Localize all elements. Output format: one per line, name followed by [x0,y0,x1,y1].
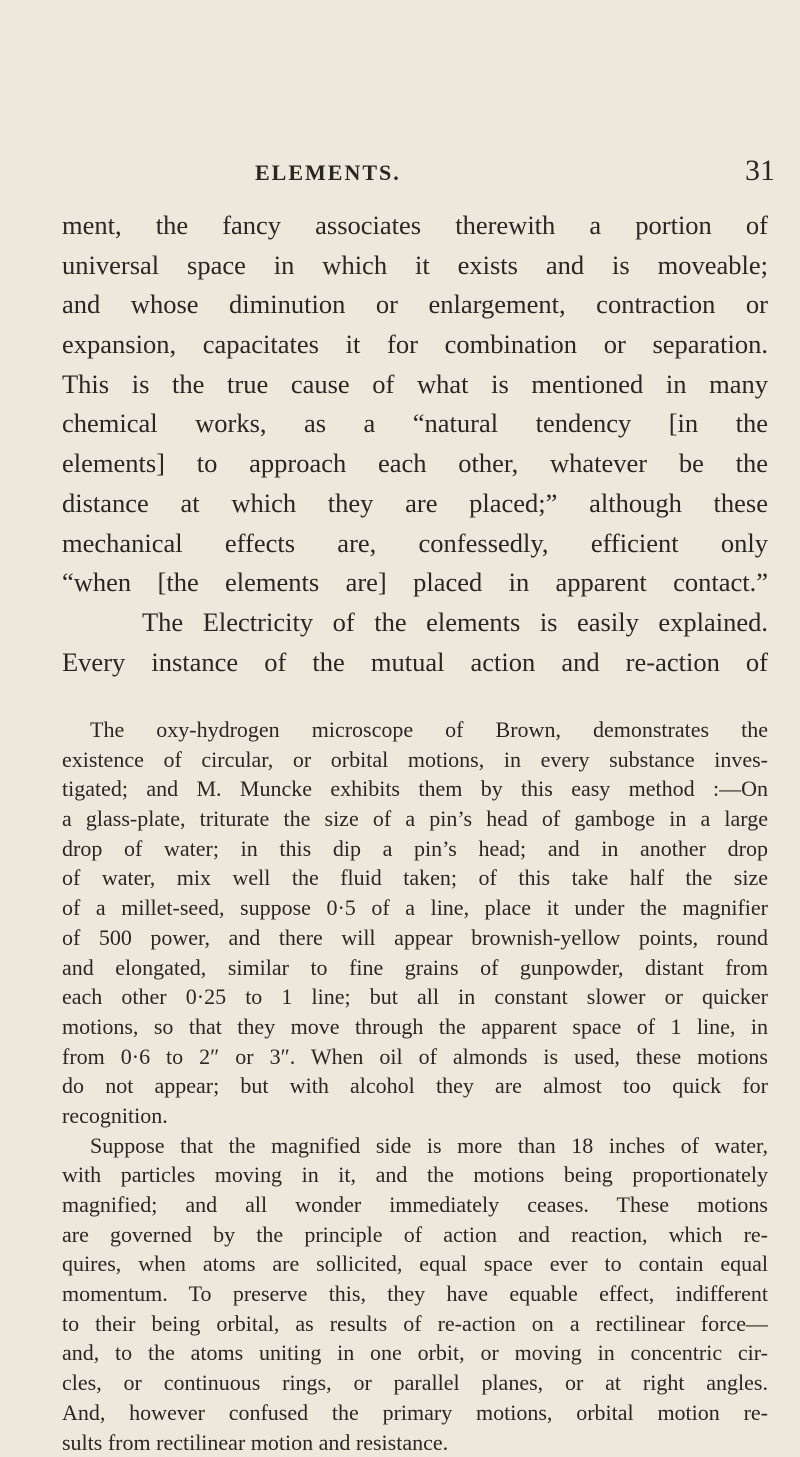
footnote-line: do not appear; but with alcohol they are almost too quick for [62,1071,768,1101]
footnote-line: to their being orbital, as results of re-action on a rectilinear force— [62,1309,768,1339]
footnote-line: of a millet-seed, suppose 0·5 of a line, place it under the magnifier [62,893,768,923]
footnote-line: magnified; and all wonder immediately ceases. These motions [62,1190,768,1220]
text-line: This is the true cause of what is mentioned in many [62,365,768,405]
text-line: distance at which they are placed;” although these [62,484,768,524]
page-number: 31 [745,154,775,188]
footnote-line: are governed by the principle of action and reaction, which re- [62,1220,768,1250]
footnote-line: quires, when atoms are sollicited, equal space ever to contain equal [62,1249,768,1279]
footnote-line: and elongated, similar to fine grains of gunpowder, distant from [62,953,768,983]
footnote-line: with particles moving in it, and the motions being proportionately [62,1160,768,1190]
footnote-line: drop of water; in this dip a pin’s head; and in another drop [62,834,768,864]
footnote-line: existence of circular, or orbital motions, in every substance inves- [62,745,768,775]
text-line: The Electricity of the elements is easily explained. [62,603,768,643]
text-line: and whose diminution or enlargement, contraction or [62,285,768,325]
footnote-line: and, to the atoms uniting in one orbit, or moving in concentric cir- [62,1338,768,1368]
text-line: chemical works, as a “natural tendency [in the [62,404,768,444]
footnote-line: recognition. [62,1101,768,1131]
footnote-line: cles, or continuous rings, or parallel planes, or at right angles. [62,1368,768,1398]
footnote-line: of water, mix well the fluid taken; of this take half the size [62,863,768,893]
text-line: elements] to approach each other, whatever be the [62,444,768,484]
text-line: mechanical effects are, confessedly, efficient only [62,524,768,564]
text-line: ment, the fancy associates therewith a portion of [62,206,768,246]
text-line: “when [the elements are] placed in apparent contact.” [62,563,768,603]
footnote-line: each other 0·25 to 1 line; but all in constant slower or quicker [62,982,768,1012]
footnote-line: momentum. To preserve this, they have equable effect, indifferent [62,1279,768,1309]
footnote-line: sults from rectilinear motion and resistance. [62,1428,768,1457]
running-head: ELEMENTS. [255,160,401,186]
footnote-line: motions, so that they move through the apparent space of 1 line, in [62,1012,768,1042]
footnote-line: a glass-plate, triturate the size of a pin’s head of gamboge in a large [62,804,768,834]
main-paragraph [62,206,768,682]
footnote-line: The oxy-hydrogen microscope of Brown, demonstrates the [62,715,768,745]
text-line: Every instance of the mutual action and re-action of [62,643,768,683]
text-line: expansion, capacitates it for combination or separation. [62,325,768,365]
text-line: universal space in which it exists and is moveable; [62,246,768,286]
footnote-line: tigated; and M. Muncke exhibits them by this easy method :—On [62,774,768,804]
page-header [255,160,775,194]
footnote-block [62,715,768,1457]
footnote-line: And, however confused the primary motions, orbital motion re- [62,1398,768,1428]
footnote-line: Suppose that the magnified side is more than 18 inches of water, [62,1131,768,1161]
footnote-line: of 500 power, and there will appear brownish-yellow points, round [62,923,768,953]
footnote-line: from 0·6 to 2″ or 3″. When oil of almonds is used, these motions [62,1042,768,1072]
